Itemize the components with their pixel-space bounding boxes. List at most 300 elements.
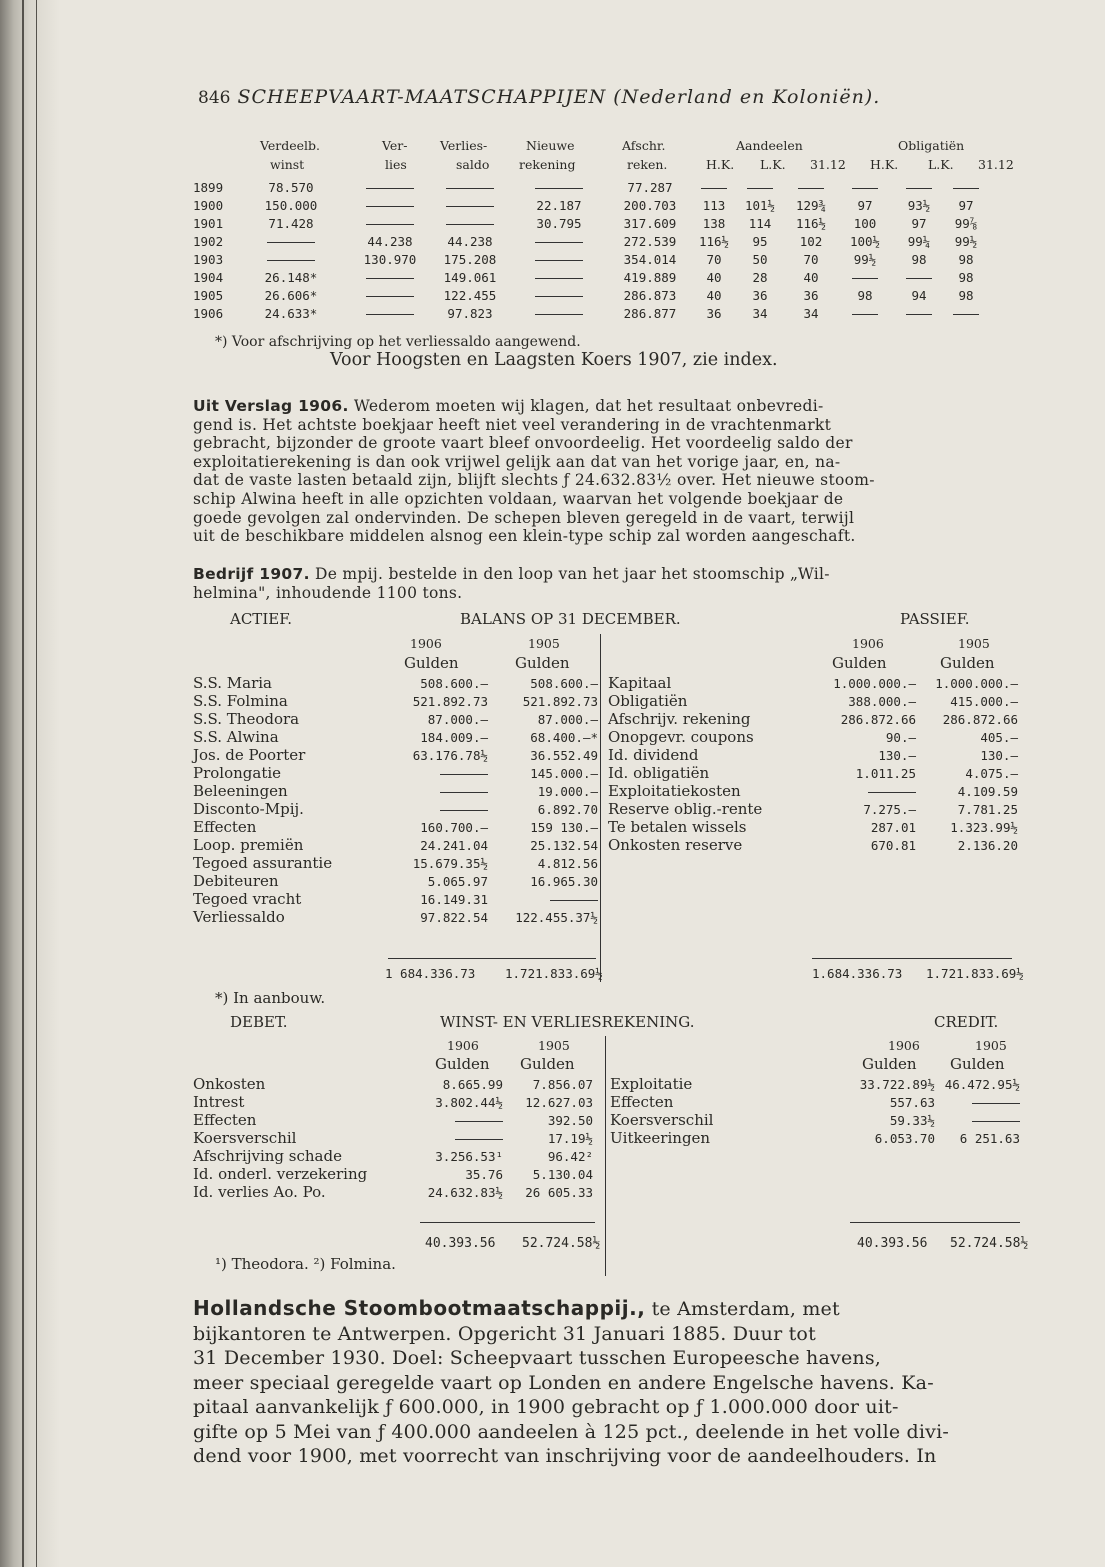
ledger-amount: 145.000.— bbox=[530, 765, 598, 781]
stats-cell: 175.208 bbox=[443, 251, 497, 267]
ledger-label: S.S. Alwina bbox=[193, 728, 279, 746]
stats-cell: 97 bbox=[958, 197, 974, 213]
text-line bbox=[193, 1444, 949, 1469]
stats-cell: 28 bbox=[752, 269, 768, 285]
ledger-label: Loop. premiën bbox=[193, 836, 304, 854]
stats-cell bbox=[511, 304, 607, 322]
ledger-row bbox=[193, 800, 598, 818]
ledger-label: Id. verlies Ao. Po. bbox=[193, 1183, 326, 1201]
stats-row bbox=[193, 304, 987, 322]
text-line bbox=[193, 453, 875, 472]
dash-rule bbox=[535, 242, 583, 243]
stats-cell: 93½ bbox=[907, 197, 931, 213]
ledger-row bbox=[193, 890, 598, 908]
stats-cell: 1901 bbox=[193, 215, 224, 231]
dash-rule bbox=[906, 188, 932, 189]
ledger-amount: 184.009.— bbox=[420, 729, 488, 745]
stats-cell bbox=[429, 214, 511, 232]
ledger-amount: 508.600.— bbox=[530, 675, 598, 691]
ledger-label: Tegoed assurantie bbox=[193, 854, 333, 872]
line-text: De mpij. bestelde in den loop van het jaar het stoomschip „Wil- bbox=[309, 565, 830, 583]
ledger-row bbox=[193, 674, 598, 692]
unit-label: Gulden bbox=[950, 1055, 1005, 1073]
winst-total: 40.393.56 bbox=[425, 1236, 496, 1251]
stats-cell: 24.633* bbox=[264, 305, 318, 321]
ledger-label: Jos. de Poorter bbox=[193, 746, 306, 764]
year-1905: 1905 bbox=[975, 1038, 1007, 1053]
ledger-amount: 35.76 bbox=[465, 1166, 503, 1182]
index-note: Voor Hoogsten en Laagsten Koers 1907, zie index. bbox=[330, 350, 778, 370]
ledger-amount: 159 130.— bbox=[530, 819, 598, 835]
ledger-row bbox=[608, 746, 1018, 764]
ledger-amount: 1.323.99½ bbox=[950, 819, 1018, 835]
ledger-amount: 59.33½ bbox=[889, 1112, 935, 1128]
text-line bbox=[193, 434, 875, 453]
dash-rule bbox=[953, 314, 979, 315]
stats-cell: 138 bbox=[702, 215, 726, 231]
stats-cell bbox=[511, 250, 607, 268]
ledger-row bbox=[193, 1183, 593, 1201]
ledger-amount: 1.011.25 bbox=[855, 765, 916, 781]
stats-cell bbox=[511, 232, 607, 250]
ledger-amount bbox=[378, 782, 488, 800]
stats-cell: 1899 bbox=[193, 179, 224, 195]
ledger-amount bbox=[935, 1111, 1020, 1129]
line-text: gend is. Het achtste boekjaar heeft niet veel verandering in de vrachtenmarkt bbox=[193, 415, 832, 434]
ledger-amount: 12.627.03 bbox=[525, 1094, 593, 1110]
col-sub: reken. bbox=[627, 157, 668, 172]
stats-row bbox=[193, 232, 987, 250]
col-head: Verlies- bbox=[440, 138, 488, 153]
book-spine bbox=[0, 0, 60, 1567]
ledger-row bbox=[608, 800, 1018, 818]
stats-cell: 317.609 bbox=[623, 215, 677, 231]
ledger-label: Onkosten bbox=[193, 1075, 266, 1093]
stats-row bbox=[193, 268, 987, 286]
ledger-amount: 521.892.73 bbox=[522, 693, 598, 709]
ledger-label: Exploitatiekosten bbox=[608, 782, 741, 800]
dash-rule bbox=[366, 278, 414, 279]
winst-title: WINST- EN VERLIESREKENING. bbox=[440, 1013, 695, 1031]
stats-cell bbox=[511, 268, 607, 286]
dash-rule bbox=[953, 188, 979, 189]
ledger-row bbox=[193, 854, 598, 872]
ledger-amount: 97.822.54 bbox=[420, 909, 488, 925]
col-head: Ver- bbox=[382, 138, 408, 153]
ledger-label: S.S. Maria bbox=[193, 674, 272, 692]
year-1906: 1906 bbox=[852, 636, 884, 651]
year-1906: 1906 bbox=[410, 636, 442, 651]
bedrijf-paragraph bbox=[193, 565, 830, 602]
ledger-amount bbox=[423, 1111, 503, 1129]
year-1905: 1905 bbox=[538, 1038, 570, 1053]
ledger-amount bbox=[935, 1093, 1020, 1111]
dash-rule bbox=[852, 314, 878, 315]
ledger-amount: 415.000.— bbox=[950, 693, 1018, 709]
col-head: Obligatiën bbox=[898, 138, 965, 153]
ledger-amount: 6.892.70 bbox=[537, 801, 598, 817]
ledger-amount: 17.19½ bbox=[547, 1130, 593, 1146]
credit-table bbox=[610, 1075, 1020, 1147]
unit-label: Gulden bbox=[862, 1055, 917, 1073]
stats-cell bbox=[351, 268, 429, 286]
page-title: SCHEEPVAART-MAATSCHAPPIJEN (Nederland en Koloniën). bbox=[237, 86, 881, 108]
ledger-row bbox=[193, 782, 598, 800]
ledger-amount: 508.600.— bbox=[420, 675, 488, 691]
text-line bbox=[193, 509, 875, 528]
ledger-label: Reserve oblig.-rente bbox=[608, 800, 763, 818]
dash-rule bbox=[440, 792, 488, 793]
winst-total: 40.393.56 bbox=[857, 1236, 928, 1251]
stats-cell: 419.889 bbox=[623, 269, 677, 285]
stats-cell: 77.287 bbox=[627, 179, 673, 195]
ledger-amount: 96.42² bbox=[547, 1148, 593, 1164]
ledger-amount: 68.400.—* bbox=[530, 729, 598, 745]
ledger-amount bbox=[488, 890, 598, 908]
ledger-amount: 4.075.— bbox=[965, 765, 1018, 781]
winst-total: 52.724.58½ bbox=[950, 1236, 1029, 1251]
ledger-amount: 1.000.000.— bbox=[833, 675, 916, 691]
stats-table bbox=[193, 178, 987, 322]
stats-cell bbox=[945, 304, 987, 322]
ledger-amount: 130.— bbox=[878, 747, 916, 763]
col-head: Aandeelen bbox=[736, 138, 803, 153]
dash-rule bbox=[535, 278, 583, 279]
stats-cell bbox=[351, 214, 429, 232]
stats-cell: 1906 bbox=[193, 305, 224, 321]
stats-cell: 99½ bbox=[954, 233, 978, 249]
ledger-label: Verliessaldo bbox=[193, 908, 285, 926]
stats-cell: 44.238 bbox=[447, 233, 493, 249]
stats-cell bbox=[945, 178, 987, 196]
ledger-label: Id. dividend bbox=[608, 746, 699, 764]
stats-cell: 1903 bbox=[193, 251, 224, 267]
debet-table bbox=[193, 1075, 593, 1201]
ledger-label: Effecten bbox=[193, 818, 257, 836]
ledger-amount: 287.01 bbox=[870, 819, 916, 835]
ledger-amount: 87.000.— bbox=[537, 711, 598, 727]
line-text: gebracht, bijzonder de groote vaart bleef onvoordeelig. Het voordeelig saldo der bbox=[193, 434, 853, 453]
ledger-amount: 5.065.97 bbox=[427, 873, 488, 889]
stats-cell: 100 bbox=[853, 215, 877, 231]
stats-cell: 26.148* bbox=[264, 269, 318, 285]
dash-rule bbox=[446, 188, 494, 189]
stats-cell bbox=[837, 178, 893, 196]
stats-cell: 100½ bbox=[849, 233, 881, 249]
page-number: 846 bbox=[198, 88, 231, 108]
ledger-amount: 25.132.54 bbox=[530, 837, 598, 853]
unit-label: Gulden bbox=[404, 654, 459, 672]
ledger-amount: 3.802.44½ bbox=[435, 1094, 503, 1110]
line-text: schip Alwina heeft in alle opzichten voldaan, waarvan het volgende boekjaar de bbox=[193, 489, 844, 508]
column-divider bbox=[605, 1036, 606, 1276]
stats-cell: 116½ bbox=[698, 233, 730, 249]
stats-cell: 149.061 bbox=[443, 269, 497, 285]
ledger-label: Te betalen wissels bbox=[608, 818, 747, 836]
ledger-amount: 16.965.30 bbox=[530, 873, 598, 889]
ledger-row bbox=[610, 1129, 1020, 1147]
stats-cell: 129¾ bbox=[795, 197, 827, 213]
dash-rule bbox=[446, 206, 494, 207]
ledger-label: Beleeningen bbox=[193, 782, 288, 800]
ledger-amount: 130.— bbox=[980, 747, 1018, 763]
ledger-label: S.S. Theodora bbox=[193, 710, 300, 728]
ledger-amount: 87.000.— bbox=[427, 711, 488, 727]
col-sub: lies bbox=[385, 157, 407, 172]
balans-total: 1.721.833.69½ bbox=[926, 966, 1024, 981]
stats-cell: 98 bbox=[911, 251, 927, 267]
text-line bbox=[193, 1371, 949, 1396]
unit-label: Gulden bbox=[520, 1055, 575, 1073]
ledger-label: Intrest bbox=[193, 1093, 245, 1111]
dash-rule bbox=[852, 188, 878, 189]
stats-cell bbox=[693, 178, 735, 196]
dash-rule bbox=[852, 278, 878, 279]
ledger-amount: 3.256.53¹ bbox=[435, 1148, 503, 1164]
ledger-row bbox=[608, 710, 1018, 728]
ledger-label: Onkosten reserve bbox=[608, 836, 743, 854]
ledger-label: Prolongatie bbox=[193, 764, 282, 782]
stats-cell: 99¼ bbox=[907, 233, 931, 249]
stats-cell bbox=[511, 178, 607, 196]
ledger-label: Tegoed vracht bbox=[193, 890, 302, 908]
col-sub: H.K. bbox=[870, 157, 899, 172]
ledger-row bbox=[193, 728, 598, 746]
text-line bbox=[193, 1420, 949, 1445]
ledger-row bbox=[608, 692, 1018, 710]
text-line bbox=[193, 1296, 949, 1322]
ledger-amount: 6.053.70 bbox=[874, 1130, 935, 1146]
ledger-label: Exploitatie bbox=[610, 1075, 693, 1093]
stats-cell: 114 bbox=[748, 215, 772, 231]
stats-row bbox=[193, 250, 987, 268]
stats-cell bbox=[231, 232, 351, 250]
unit-label: Gulden bbox=[515, 654, 570, 672]
stats-cell: 78.570 bbox=[268, 179, 314, 195]
ledger-label: Effecten bbox=[193, 1111, 257, 1129]
text-line bbox=[193, 1346, 949, 1371]
stats-cell: 34 bbox=[803, 305, 819, 321]
ledger-row bbox=[193, 1165, 593, 1183]
text-line bbox=[193, 565, 830, 584]
stats-cell: 98 bbox=[958, 269, 974, 285]
ledger-row bbox=[193, 1147, 593, 1165]
dash-rule bbox=[972, 1103, 1020, 1104]
line-text: Wederom moeten wij klagen, dat het resultaat onbevredi- bbox=[348, 397, 824, 415]
stats-cell: 71.428 bbox=[268, 215, 314, 231]
unit-label: Gulden bbox=[940, 654, 995, 672]
stats-cell: 40 bbox=[803, 269, 819, 285]
ledger-amount bbox=[423, 1129, 503, 1147]
stats-cell: 122.455 bbox=[443, 287, 497, 303]
ledger-label: Effecten bbox=[610, 1093, 674, 1111]
stats-cell: 98 bbox=[958, 251, 974, 267]
stats-cell: 94 bbox=[911, 287, 927, 303]
section-lead: Uit Verslag 1906. bbox=[193, 397, 349, 415]
line-text: dend voor 1900, met voorrecht van inschrijving voor de aandeelhouders. In bbox=[193, 1445, 937, 1467]
stats-cell: 95 bbox=[752, 233, 768, 249]
stats-cell: 36 bbox=[752, 287, 768, 303]
stats-cell: 34 bbox=[752, 305, 768, 321]
ledger-amount bbox=[808, 782, 916, 800]
dash-rule bbox=[868, 792, 916, 793]
ledger-label: Id. obligatiën bbox=[608, 764, 710, 782]
ledger-row bbox=[193, 836, 598, 854]
dash-rule bbox=[906, 278, 932, 279]
column-divider bbox=[600, 634, 601, 982]
ledger-amount: 7.275.— bbox=[863, 801, 916, 817]
winst-total: 52.724.58½ bbox=[522, 1236, 601, 1251]
stats-row bbox=[193, 196, 987, 214]
ledger-amount: 24.241.04 bbox=[420, 837, 488, 853]
ledger-row bbox=[610, 1093, 1020, 1111]
ledger-row bbox=[193, 746, 598, 764]
stats-cell bbox=[735, 178, 785, 196]
stats-cell: 286.873 bbox=[623, 287, 677, 303]
ledger-label: Disconto-Mpij. bbox=[193, 800, 304, 818]
stats-cell bbox=[351, 286, 429, 304]
text-line bbox=[193, 471, 875, 490]
stats-cell bbox=[511, 286, 607, 304]
ledger-label: Id. onderl. verzekering bbox=[193, 1165, 368, 1183]
ledger-row bbox=[193, 1075, 593, 1093]
text-line bbox=[193, 1395, 949, 1420]
ledger-label: Koersverschil bbox=[610, 1111, 714, 1129]
ledger-row bbox=[193, 710, 598, 728]
ledger-label: S.S. Folmina bbox=[193, 692, 288, 710]
line-text: uit de beschikbare middelen alsnog een klein-type schip zal worden aangeschaft. bbox=[193, 527, 856, 546]
text-line bbox=[193, 584, 830, 603]
dash-rule bbox=[906, 314, 932, 315]
balans-footnote: *) In aanbouw. bbox=[215, 989, 326, 1007]
col-head: Verdeelb. bbox=[260, 138, 321, 153]
ledger-amount: 63.176.78½ bbox=[412, 747, 488, 763]
ledger-amount: 8.665.99 bbox=[442, 1076, 503, 1092]
stats-cell bbox=[893, 304, 945, 322]
line-text: pitaal aanvankelijk ƒ 600.000, in 1900 gebracht op ƒ 1.000.000 door uit- bbox=[193, 1396, 899, 1418]
col-head: Afschr. bbox=[622, 138, 666, 153]
stats-cell: 150.000 bbox=[264, 197, 318, 213]
page-header bbox=[198, 86, 880, 108]
winst-footnote: ¹) Theodora. ²) Folmina. bbox=[215, 1255, 396, 1273]
stats-cell: 30.795 bbox=[536, 215, 582, 231]
stats-cell: 40 bbox=[706, 269, 722, 285]
ledger-amount: 90.— bbox=[885, 729, 916, 745]
year-1906: 1906 bbox=[888, 1038, 920, 1053]
text-line bbox=[193, 416, 875, 435]
ledger-amount: 33.722.89½ bbox=[859, 1076, 935, 1092]
balans-total: 1 684.336.73 bbox=[385, 966, 476, 981]
text-line bbox=[193, 490, 875, 509]
stats-cell: 130.970 bbox=[363, 251, 417, 267]
ledger-row bbox=[193, 818, 598, 836]
stats-cell: 98 bbox=[857, 287, 873, 303]
stats-cell: 70 bbox=[803, 251, 819, 267]
passief-table bbox=[608, 674, 1018, 854]
dash-rule bbox=[747, 188, 773, 189]
ledger-label: Koersverschil bbox=[193, 1129, 297, 1147]
line-text: gifte op 5 Mei van ƒ 400.000 aandeelen à 125 pct., deelende in het volle divi- bbox=[193, 1420, 950, 1443]
ledger-label: Uitkeeringen bbox=[610, 1129, 711, 1147]
stats-cell: 22.187 bbox=[536, 197, 582, 213]
stats-cell: 102 bbox=[799, 233, 823, 249]
section-lead: Bedrijf 1907. bbox=[193, 565, 310, 583]
dash-rule bbox=[535, 260, 583, 261]
ledger-label: Kapitaal bbox=[608, 674, 672, 692]
debet-title: DEBET. bbox=[230, 1013, 288, 1031]
ledger-row bbox=[608, 764, 1018, 782]
total-rule bbox=[388, 958, 596, 959]
ledger-amount: 7.781.25 bbox=[957, 801, 1018, 817]
stats-cell: 99⅞ bbox=[954, 215, 978, 231]
ledger-amount: 388.000.— bbox=[848, 693, 916, 709]
year-1905: 1905 bbox=[528, 636, 560, 651]
stats-cell: 44.238 bbox=[367, 233, 413, 249]
company-paragraph bbox=[193, 1296, 949, 1469]
stats-row bbox=[193, 286, 987, 304]
balans-total: 1.721.833.69½ bbox=[505, 966, 603, 981]
dash-rule bbox=[440, 774, 488, 775]
ledger-row bbox=[610, 1075, 1020, 1093]
balans-total: 1.684.336.73 bbox=[812, 966, 903, 981]
col-sub: L.K. bbox=[928, 157, 954, 172]
dash-rule bbox=[535, 296, 583, 297]
line-text: helmina", inhoudende 1100 tons. bbox=[193, 583, 463, 602]
stats-cell bbox=[429, 178, 511, 196]
stats-cell: 286.877 bbox=[623, 305, 677, 321]
stats-cell bbox=[351, 304, 429, 322]
col-sub: L.K. bbox=[760, 157, 786, 172]
verslag-paragraph bbox=[193, 397, 875, 546]
company-name: Hollandsche Stoombootmaatschappij., bbox=[193, 1296, 646, 1320]
year-1905: 1905 bbox=[958, 636, 990, 651]
ledger-row bbox=[193, 1129, 593, 1147]
dash-rule bbox=[366, 314, 414, 315]
stats-cell bbox=[837, 268, 893, 286]
unit-label: Gulden bbox=[832, 654, 887, 672]
stats-cell: 40 bbox=[706, 287, 722, 303]
dash-rule bbox=[535, 188, 583, 189]
stats-cell bbox=[893, 268, 945, 286]
ledger-amount: 1.000.000.— bbox=[935, 675, 1018, 691]
ledger-row bbox=[608, 836, 1018, 854]
stats-cell bbox=[351, 178, 429, 196]
text-line bbox=[193, 1322, 949, 1347]
stats-cell bbox=[429, 196, 511, 214]
stats-footnote: *) Voor afschrijving op het verliessaldo aangewend. bbox=[215, 334, 581, 350]
ledger-row bbox=[193, 908, 598, 926]
ledger-row bbox=[193, 764, 598, 782]
stats-row bbox=[193, 214, 987, 232]
ledger-row bbox=[193, 872, 598, 890]
stats-cell: 50 bbox=[752, 251, 768, 267]
col-sub: H.K. bbox=[706, 157, 735, 172]
ledger-row bbox=[608, 728, 1018, 746]
ledger-amount: 2.136.20 bbox=[957, 837, 1018, 853]
stats-cell: 36 bbox=[706, 305, 722, 321]
dash-rule bbox=[455, 1139, 503, 1140]
total-rule bbox=[420, 1222, 595, 1223]
dash-rule bbox=[550, 900, 598, 901]
ledger-amount: 36.552.49 bbox=[530, 747, 598, 763]
line-text: meer speciaal geregelde vaart op Londen en andere Engelsche havens. Ka- bbox=[193, 1371, 934, 1394]
stats-cell: 101½ bbox=[744, 197, 776, 213]
col-sub: winst bbox=[270, 157, 305, 172]
stats-cell bbox=[785, 178, 837, 196]
ledger-amount: 557.63 bbox=[889, 1094, 935, 1110]
stats-cell: 36 bbox=[803, 287, 819, 303]
ledger-amount: 24.632.83½ bbox=[427, 1184, 503, 1200]
